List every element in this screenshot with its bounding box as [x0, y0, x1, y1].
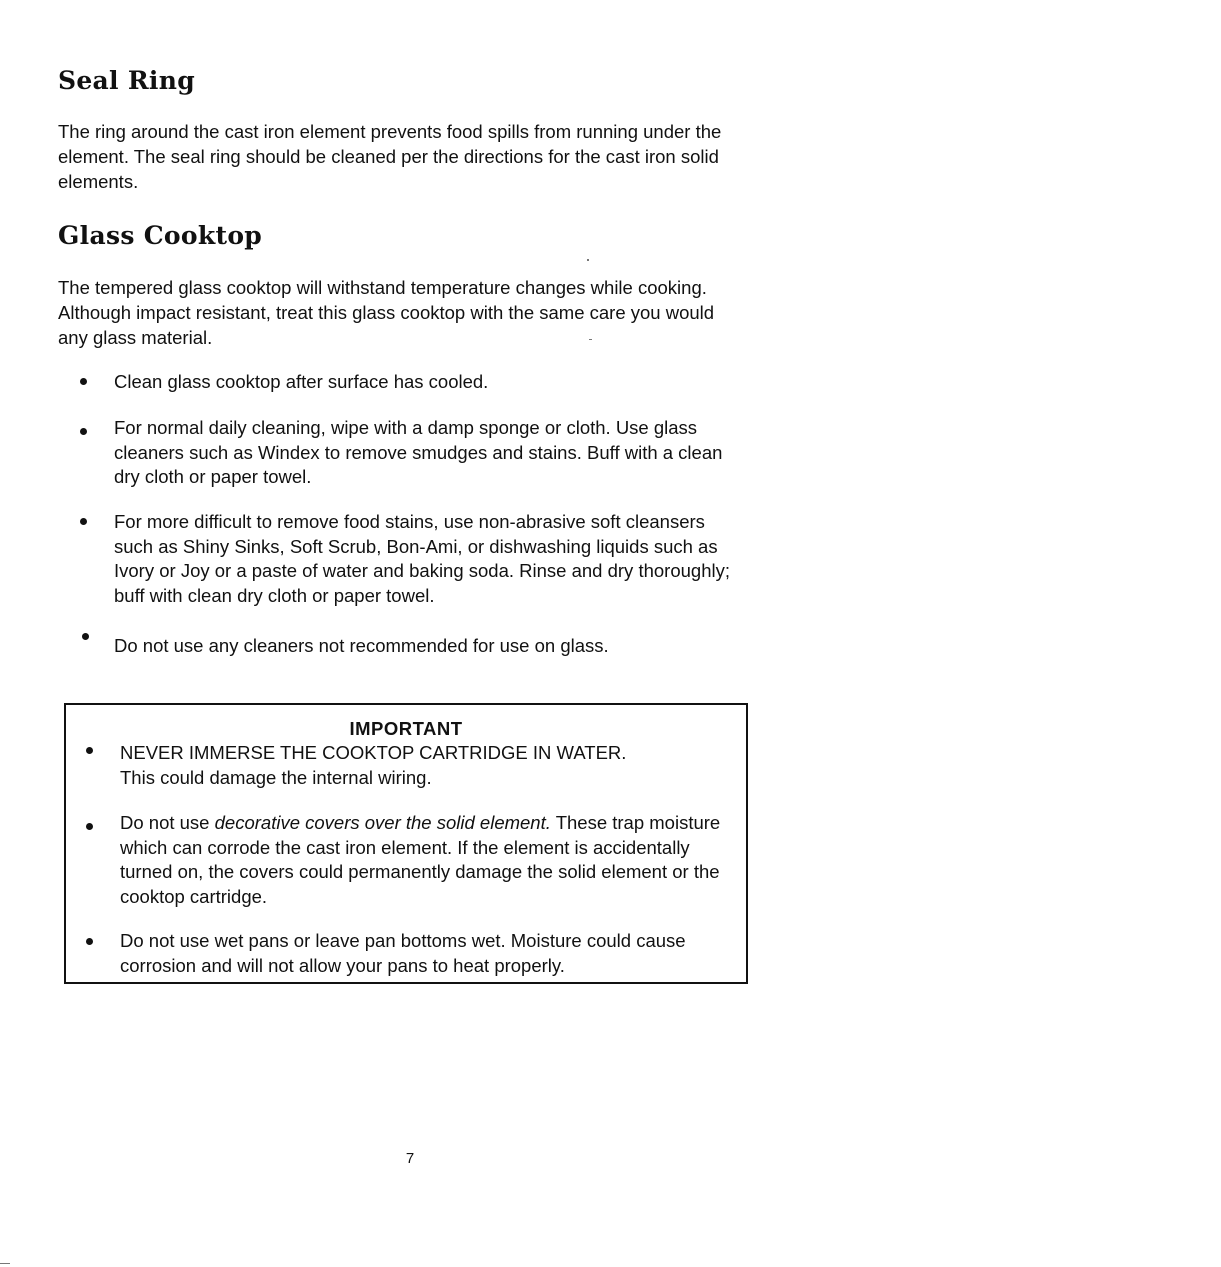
glass-cooktop-heading: Glass Cooktop [58, 221, 263, 250]
scan-speck [589, 339, 592, 340]
important-notice-box [64, 703, 748, 984]
bullet-dot [86, 823, 93, 830]
scan-speck [0, 1263, 10, 1264]
bullet-dot [80, 428, 87, 435]
important-item-covers-emphasis: decorative covers over the solid element. [214, 812, 551, 833]
scan-speck [587, 259, 589, 261]
important-item-immerse-body: This could damage the internal wiring. [120, 766, 432, 788]
important-item-immerse-heading: NEVER IMMERSE THE COOKTOP CARTRIDGE IN WATER. [120, 742, 627, 763]
important-title: IMPORTANT [349, 718, 463, 739]
list-item: Clean glass cooktop after surface has cooled. [114, 371, 489, 392]
important-item-immerse [120, 741, 738, 790]
seal-ring-paragraph: The ring around the cast iron element prevents food spills from running under the element. The seal ring should be cleaned per the directions for the cast iron solid elements. [58, 121, 722, 192]
important-item-covers-lead: Do not use [120, 812, 215, 833]
bullet-dot [86, 747, 93, 754]
seal-ring-heading: Seal Ring [58, 66, 195, 95]
bullet-dot [80, 378, 87, 385]
page-number: 7 [405, 1150, 415, 1167]
bullet-dot [80, 518, 87, 525]
bullet-dot [86, 938, 93, 945]
important-item-wet-pans: Do not use wet pans or leave pan bottoms wet. Moisture could cause corrosion and will not allow your pans to heat properly. [120, 930, 686, 976]
list-item: For normal daily cleaning, wipe with a damp sponge or cloth. Use glass cleaners such as Windex to remove smudges and stains. Buff with a clean dry cloth or paper towel. [114, 417, 723, 487]
list-item: Do not use any cleaners not recommended for use on glass. [114, 635, 609, 656]
important-item-covers [120, 811, 738, 909]
important-item-covers-rest: These trap moisture which can corrode the cast iron element. If the element is accidentally turned on, the covers could permanently damage the solid element or the cooktop cartridge. [120, 812, 721, 907]
glass-cooktop-intro: The tempered glass cooktop will withstand temperature changes while cooking. Although impact resistant, treat this glass cooktop with the same care you would any glass material. [58, 277, 715, 348]
list-item: For more difficult to remove food stains, use non-abrasive soft cleansers such as Shiny Sinks, Soft Scrub, Bon-Ami, or dishwashing liquids such as Ivory or Joy or a paste of water and baking soda. Rinse and dry thoroughly; buff with clean dry cloth or paper towel. [114, 511, 730, 606]
bullet-dot [82, 633, 89, 640]
